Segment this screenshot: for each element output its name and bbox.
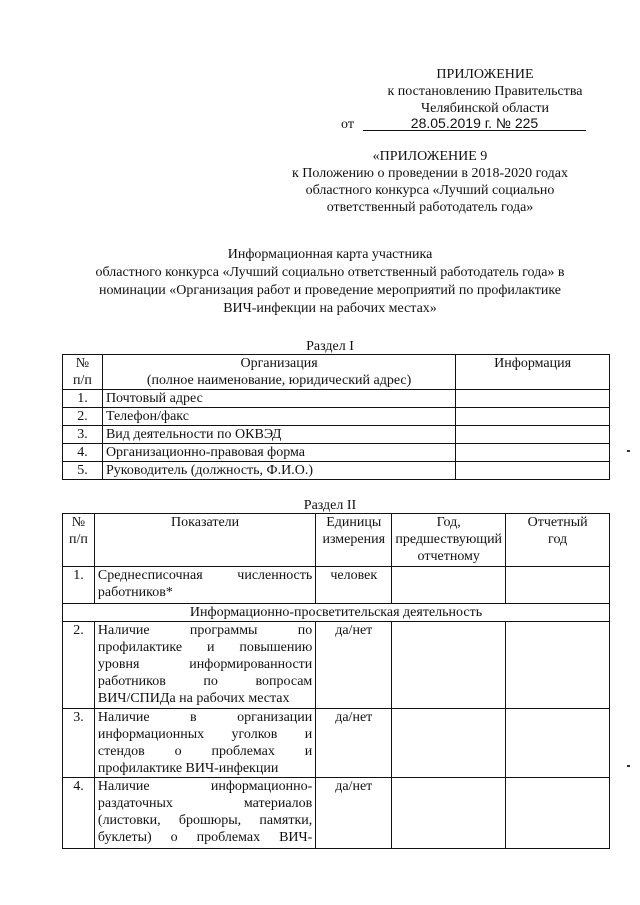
s2-head-prev-year: Год, предшествующий отчетному [392,514,506,567]
appendix-line-3: областного конкурса «Лучший социально [305,183,555,198]
unit-cell: да/нет [316,622,392,709]
section2-table [62,513,610,849]
group-row [63,604,610,622]
table-row [63,567,610,604]
info-cell [456,390,610,408]
indicator-cell: Среднесписочная численность работников* [94,567,315,604]
row-label: Почтовый адрес [102,390,455,408]
indicator-cell: Наличие программы по профилактике и повышению уровня информированности работников по вопросам ВИЧ/СПИДа на рабочих местах [94,622,315,709]
report-year-cell [506,778,610,849]
info-cell [456,444,610,462]
row-number: 4. [63,778,95,849]
appendix-line-4: ответственный работодатель года» [326,200,534,215]
report-year-cell [506,709,610,778]
section2-header-row [63,514,610,567]
table-row [63,408,610,426]
unit-cell: человек [316,567,392,604]
info-cell [456,426,610,444]
header-date: 28.05.2019 г. № 225 [410,115,539,131]
prev-year-cell [392,778,506,849]
section1-title: Раздел I [306,339,354,354]
section2-title: Раздел II [303,498,357,513]
row-number: 1. [63,390,103,408]
row-number: 4. [63,444,103,462]
section1-header-row [63,355,610,390]
info-cell [456,462,610,480]
header-line-3: Челябинской области [421,101,549,116]
row-label: Телефон/факс [102,408,455,426]
row-label: Вид деятельности по ОКВЭД [102,426,455,444]
title-line-2: областного конкурса «Лучший социально ответственный работодатель года» в [95,265,565,280]
table-row [63,622,610,709]
row-label: Руководитель (должность, Ф.И.О.) [102,462,455,480]
appendix-block [280,148,580,216]
title-line-3: номинации «Организация работ и проведение мероприятий по профилактике [98,283,562,298]
row-number: 2. [63,408,103,426]
row-number: 3. [63,426,103,444]
report-year-cell [506,622,610,709]
row-number: 3. [63,709,95,778]
date-underline [363,130,586,131]
indicator-cell: Наличие в организации информационных уголков и стендов о проблемах и профилактике ВИЧ-инфекции [94,709,315,778]
table-row [63,426,610,444]
s2-head-indicators: Показатели [94,514,315,567]
s2-head-units: Единицы измерения [316,514,392,567]
s1-head-num: № п/п [63,355,103,390]
report-year-cell [506,567,610,604]
unit-cell: да/нет [316,709,392,778]
prev-year-cell [392,622,506,709]
header-from: от [341,117,354,132]
table-row [63,390,610,408]
indicator-cell: Наличие информационно- раздаточных материалов (листовки, брошюры, памятки, буклеты) о проблемах ВИЧ- [94,778,315,849]
title-line-4: ВИЧ-инфекции на рабочих местах» [223,301,437,316]
table-row [63,444,610,462]
table-row [63,709,610,778]
appendix-line-2: к Положению о проведении в 2018-2020 годах [292,166,568,181]
row-number: 5. [63,462,103,480]
row-number: 1. [63,567,95,604]
info-cell [456,408,610,426]
row-number: 2. [63,622,95,709]
scan-mark [627,450,630,452]
title-line-1: Информационная карта участника [227,247,433,262]
prev-year-cell [392,567,506,604]
s1-head-info: Информация [456,355,610,390]
header-line-1: ПРИЛОЖЕНИЕ [436,67,534,82]
group-heading: Информационно-просветительская деятельность [63,604,610,622]
table-row [63,462,610,480]
table-row [63,778,610,849]
s1-head-org: Организация (полное наименование, юридический адрес) [102,355,455,390]
header-line-2: к постановлению Правительства [387,84,583,99]
section1-table [62,354,610,480]
header-block [380,66,590,117]
row-label: Организационно-правовая форма [102,444,455,462]
document-title [60,246,600,318]
s2-head-report-year: Отчетный год [506,514,610,567]
scan-mark [627,765,630,767]
unit-cell: да/нет [316,778,392,849]
prev-year-cell [392,709,506,778]
s2-head-num: № п/п [63,514,95,567]
appendix-line-1: «ПРИЛОЖЕНИЕ 9 [372,149,488,164]
